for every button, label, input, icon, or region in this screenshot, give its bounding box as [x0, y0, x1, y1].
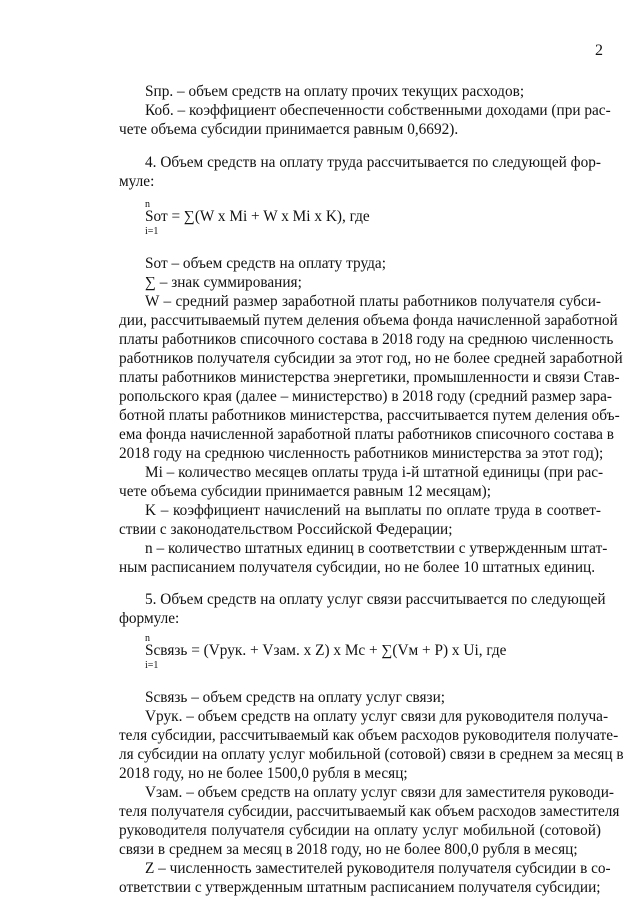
sum-upper-limit: n [145, 633, 150, 644]
text-line: муле: [119, 173, 155, 190]
text-line: ботной платы работников министерства, рассчитывается путем деления объ- [119, 407, 620, 424]
text-line: связи в среднем за месяц в 2018 году, но не более 800,0 рубля в месяц; [119, 841, 578, 858]
text-line: ным расписанием получателя субсидии, но не более 10 штатных единиц. [119, 559, 596, 576]
text-line: платы работников списочного состава в 2018 году на среднюю численность [119, 331, 614, 348]
formula-communication: Sсвязь = (Vрук. + Vзам. x Z) x Mc + ∑(Vм + P) x Ui, где [145, 642, 507, 659]
text-line: n – количество штатных единиц в соответствии с утвержденным штат- [145, 540, 608, 557]
text-line: теля субсидии, рассчитываемый как объем расходов руководителя получате- [119, 727, 619, 744]
page-number: 2 [595, 42, 603, 59]
text-line: 5. Объем средств на оплату услуг связи рассчитывается по следующей [145, 591, 606, 608]
text-line: ствии с законодательством Российской Федерации; [119, 521, 453, 538]
text-line: платы работников министерства энергетики, промышленности и связи Став- [119, 369, 620, 386]
text-line: ропольского края (далее – министерство) в 2018 году (средний размер зара- [119, 388, 613, 405]
text-line: ля субсидии на оплату услуг мобильной (сотовой) связи в среднем за месяц в [119, 746, 624, 763]
text-line: Vзам. – объем средств на оплату услуг связи для заместителя руководи- [145, 784, 614, 801]
sum-upper-limit: n [145, 199, 150, 210]
text-line: теля получателя субсидии, рассчитываемый как объем расходов заместителя [119, 803, 620, 820]
text-line: Sсвязь – объем средств на оплату услуг связи; [145, 689, 446, 706]
text-line: ∑ – знак суммирования; [145, 274, 302, 291]
text-line: K – коэффициент начислений на выплаты по оплате труда в соответ- [145, 502, 601, 519]
text-line: Z – численность заместителей руководителя получателя субсидии в со- [145, 860, 611, 877]
text-line: 4. Объем средств на оплату труда рассчитывается по следующей фор- [145, 154, 601, 171]
formula-wage: Sот = ∑(W x Mi + W x Mi x K), где [145, 208, 370, 225]
text-line: дии, рассчитываемый путем деления объема фонда начисленной заработной [119, 312, 618, 329]
sum-lower-limit: i=1 [145, 660, 159, 671]
text-line: руководителя получателя субсидии на оплату услуг мобильной (сотовой) [119, 822, 601, 839]
text-line: Sот – объем средств на оплату труда; [145, 255, 386, 272]
text-line: Mi – количество месяцев оплаты труда i-й штатной единицы (при рас- [145, 464, 604, 481]
text-line: чете объема субсидии принимается равным 12 месяцам); [119, 483, 491, 500]
text-line: Vрук. – объем средств на оплату услуг связи для руководителя получа- [145, 708, 609, 725]
text-line: 2018 году, но не более 1500,0 рубля в месяц; [119, 765, 408, 782]
text-line: Sпр. – объем средств на оплату прочих текущих расходов; [145, 83, 525, 100]
text-line: Коб. – коэффициент обеспеченности собственными доходами (при рас- [145, 102, 611, 119]
text-line: чете объема субсидии принимается равным 0,6692). [119, 121, 459, 138]
text-line: ответствии с утвержденным штатным расписанием получателя субсидии; [119, 879, 601, 896]
sum-lower-limit: i=1 [145, 226, 159, 237]
text-line: ема фонда начисленной заработной платы работников списочного состава в [119, 426, 614, 443]
text-line: W – средний размер заработной платы работников получателя субси- [145, 293, 601, 310]
text-line: работников получателя субсидии за этот год, но не более средней заработной [119, 350, 623, 367]
text-line: формуле: [119, 610, 180, 627]
text-line: 2018 году на среднюю численность работников министерства за этот год); [119, 445, 604, 462]
